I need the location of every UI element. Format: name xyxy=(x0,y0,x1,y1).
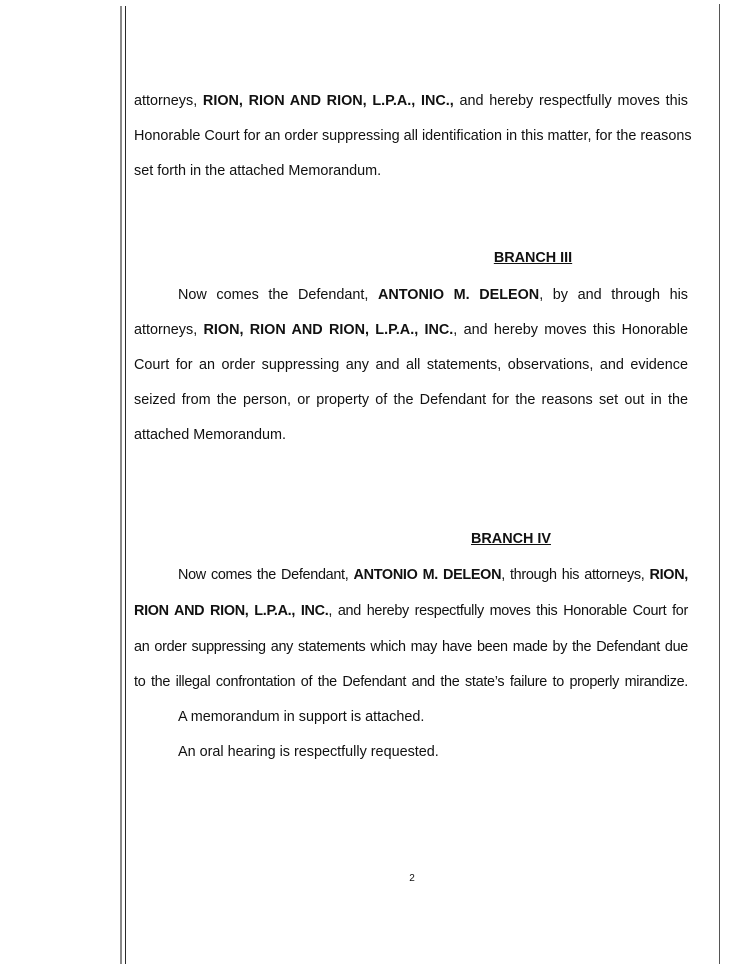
defendant-name: ANTONIO M. DELEON xyxy=(353,567,502,583)
text: attorneys, xyxy=(134,93,203,109)
page-number: 2 xyxy=(409,873,415,884)
left-margin-line-inner xyxy=(125,6,126,964)
firm-name: RION, RION AND RION, L.P.A., INC. xyxy=(203,322,454,338)
text: attorneys, xyxy=(134,322,204,338)
text: , and hereby respectfully moves this Honorable Court for xyxy=(328,603,688,619)
paragraph-line: an order suppressing any statements which may have been made by the Defendant due xyxy=(134,639,688,655)
paragraph-line xyxy=(134,93,688,110)
paragraph-line: Court for an order suppressing any and all statements, observations, and evidence xyxy=(134,357,688,373)
heading-text: BRANCH IV xyxy=(471,531,551,547)
defendant-name: ANTONIO M. DELEON xyxy=(377,287,540,303)
right-margin-line xyxy=(719,4,720,964)
paragraph-line: Honorable Court for an order suppressing all identification in this matter, for the reasons xyxy=(134,128,692,144)
paragraph-line: set forth in the attached Memorandum. xyxy=(134,163,382,179)
paragraph-line: to the illegal confrontation of the Defendant and the state’s failure to properly mirandize. xyxy=(134,674,688,690)
paragraph-line xyxy=(134,567,688,584)
paragraph-line: seized from the person, or property of the Defendant for the reasons set out in the xyxy=(134,392,688,408)
text: Now comes the Defendant, xyxy=(178,567,354,583)
branch-iii-heading xyxy=(134,250,688,267)
paragraph-line: An oral hearing is respectfully requested. xyxy=(178,744,439,760)
text: Now comes the Defendant, xyxy=(178,287,378,303)
text: , by and through his xyxy=(539,287,688,303)
firm-name: RION AND RION, L.P.A., INC. xyxy=(134,603,329,619)
paragraph-line: attached Memorandum. xyxy=(134,427,286,443)
paragraph-line xyxy=(134,287,688,304)
heading-text: BRANCH III xyxy=(493,250,573,266)
paragraph-line: A memorandum in support is attached. xyxy=(178,709,425,725)
firm-name: RION, xyxy=(649,567,688,583)
text: , through his attorneys, xyxy=(501,567,650,583)
paragraph-line xyxy=(134,322,688,339)
paragraph-line xyxy=(134,603,688,620)
text: , and hereby moves this Honorable xyxy=(453,322,688,338)
text: and hereby respectfully moves this xyxy=(453,93,688,109)
firm-name: RION, RION AND RION, L.P.A., INC., xyxy=(202,93,454,109)
branch-iv-heading xyxy=(134,531,688,548)
left-margin-line-outer xyxy=(120,6,122,964)
